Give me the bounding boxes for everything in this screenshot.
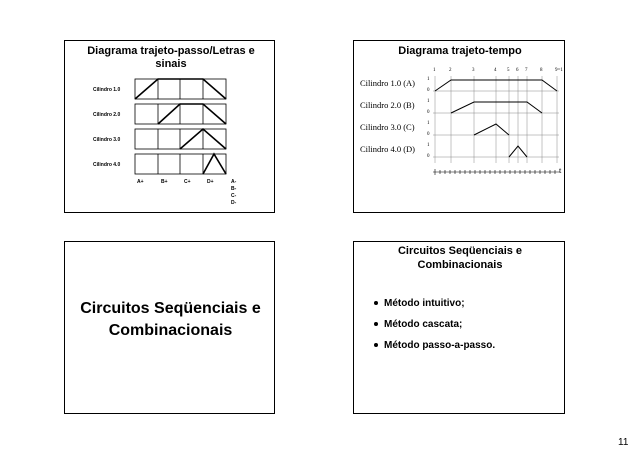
slide-title: Diagrama trajeto-passo/Letras e sinais bbox=[87, 45, 255, 70]
level-high: 1 bbox=[427, 99, 430, 104]
cylinder-label: Cilindro 3.0 bbox=[93, 137, 121, 143]
step-number: 9=1 bbox=[555, 68, 563, 73]
list-item: Método passo-a-passo. bbox=[374, 340, 495, 351]
step-label: B- bbox=[231, 186, 237, 192]
slide-title: Diagrama trajeto-tempo bbox=[398, 45, 522, 57]
cylinder-label: Cilindro 4.0 (D) bbox=[360, 144, 416, 154]
cylinder-label: Cilindro 1.0 bbox=[93, 87, 121, 93]
bullet-icon bbox=[374, 322, 378, 326]
step-label: C- bbox=[231, 193, 237, 199]
step-number: 2 bbox=[449, 68, 452, 73]
level-high: 1 bbox=[427, 121, 430, 126]
step-label: A- bbox=[231, 179, 237, 185]
step-number: 6 bbox=[516, 68, 519, 73]
cylinder-label: Cilindro 2.0 (B) bbox=[360, 100, 415, 110]
cylinder-label: Cilindro 3.0 (C) bbox=[360, 122, 415, 132]
bullet-icon bbox=[374, 343, 378, 347]
cylinder-label: Cilindro 1.0 (A) bbox=[360, 78, 416, 88]
list-item: Método cascata; bbox=[374, 319, 495, 330]
time-axis-label: t bbox=[559, 165, 562, 175]
step-label: B+ bbox=[161, 179, 168, 185]
time-diagram bbox=[354, 41, 566, 214]
level-low: 0 bbox=[427, 110, 430, 115]
slide-methods bbox=[353, 241, 565, 414]
step-diagram bbox=[65, 41, 276, 214]
step-label: D+ bbox=[207, 179, 214, 185]
step-number: 1 bbox=[433, 68, 436, 73]
level-high: 1 bbox=[427, 143, 430, 148]
cylinder-label: Cilindro 4.0 bbox=[93, 162, 121, 168]
step-number: 4 bbox=[494, 68, 497, 73]
step-number: 5 bbox=[507, 68, 510, 73]
method-list bbox=[374, 298, 495, 361]
cylinder-label: Cilindro 2.0 bbox=[93, 112, 121, 118]
step-label: C+ bbox=[184, 179, 191, 185]
step-number: 3 bbox=[472, 68, 475, 73]
slide-trajeto-tempo bbox=[353, 40, 565, 213]
slide-title: Circuitos Seqüenciais e Combinacionais bbox=[397, 245, 523, 271]
bullet-icon bbox=[374, 301, 378, 305]
step-label: D- bbox=[231, 200, 237, 206]
page-number: 11 bbox=[618, 437, 629, 448]
slide-section-title bbox=[64, 241, 275, 414]
level-low: 0 bbox=[427, 88, 430, 93]
step-number: 7 bbox=[525, 68, 528, 73]
list-item: Método intuitivo; bbox=[374, 298, 495, 309]
level-low: 0 bbox=[427, 132, 430, 137]
level-low: 0 bbox=[427, 154, 430, 159]
step-label: A+ bbox=[137, 179, 144, 185]
step-number: 8 bbox=[540, 68, 543, 73]
slide-trajeto-passo bbox=[64, 40, 275, 213]
slide-title: Circuitos Seqüenciais e Combinacionais bbox=[80, 300, 261, 339]
level-high: 1 bbox=[427, 77, 430, 82]
